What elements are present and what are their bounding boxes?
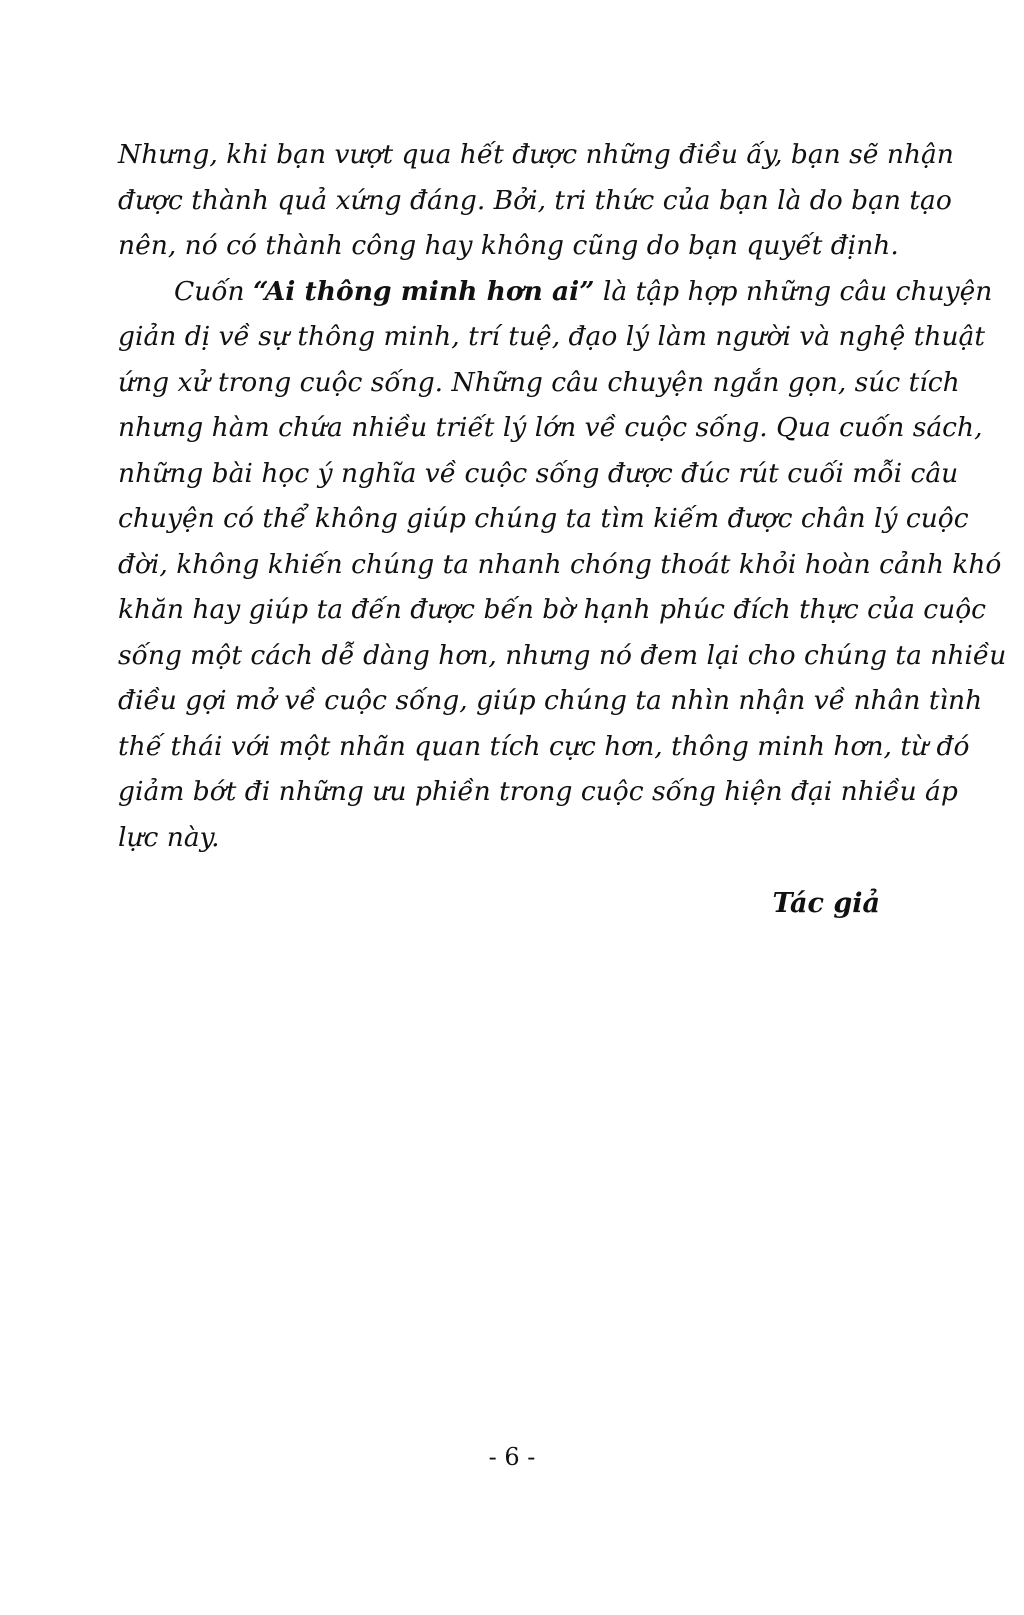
text-line: điều gợi mở về cuộc sống, giúp chúng ta nhìn nhận về nhân tình — [118, 685, 983, 716]
text-line: Nhưng, khi bạn vượt qua hết được những điều ấy, bạn sẽ nhận — [118, 139, 954, 170]
text-line: giản dị về sự thông minh, trí tuệ, đạo lý làm người và nghệ thuật — [118, 321, 985, 352]
text-line: khăn hay giúp ta đến được bến bờ hạnh phúc đích thực của cuộc — [118, 594, 986, 625]
text-line: chuyện có thể không giúp chúng ta tìm kiếm được chân lý cuộc — [118, 503, 969, 534]
page-number: - 6 - — [488, 1443, 536, 1471]
paragraph-intro — [118, 132, 954, 269]
text-line: giảm bớt đi những ưu phiền trong cuộc sống hiện đại nhiều áp — [118, 776, 958, 807]
body-text — [118, 132, 1007, 860]
text-line: những bài học ý nghĩa về cuộc sống được đúc rút cuối mỗi câu — [118, 457, 959, 489]
text-line: thế thái với một nhãn quan tích cực hơn, thông minh hơn, từ đó — [118, 730, 970, 762]
text-line: đời, không khiến chúng ta nhanh chóng thoát khỏi hoàn cảnh khó — [118, 548, 1002, 580]
text-line: nhưng hàm chứa nhiều triết lý lớn về cuộc sống. Qua cuốn sách, — [118, 412, 983, 443]
text-line: nên, nó có thành công hay không cũng do bạn quyết định. — [118, 230, 899, 261]
text-line: ứng xử trong cuộc sống. Những câu chuyện ngắn gọn, súc tích — [118, 366, 960, 398]
text-line: được thành quả xứng đáng. Bởi, tri thức của bạn là do bạn tạo — [118, 184, 952, 216]
text-line — [118, 269, 993, 315]
text-fragment: là tập hợp những câu chuyện — [594, 275, 993, 307]
paragraph-book-description — [118, 269, 1007, 861]
author-signature: Tác giả — [772, 888, 880, 919]
text-line: sống một cách dễ dàng hơn, nhưng nó đem lại cho chúng ta nhiều — [118, 639, 1007, 671]
book-title: “Ai thông minh hơn ai” — [253, 275, 595, 307]
text-line: lực này. — [118, 821, 220, 853]
text-fragment: Cuốn — [174, 275, 254, 307]
